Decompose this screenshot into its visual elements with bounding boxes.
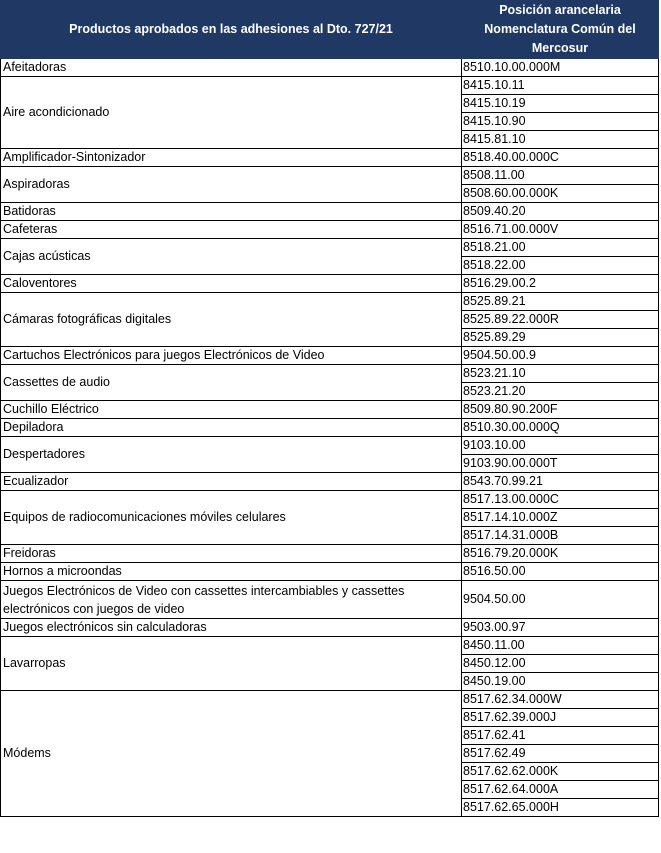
product-name-cell: Amplificador-Sintonizador <box>1 149 462 167</box>
table-row <box>1 473 659 491</box>
product-name-cell: Cajas acústicas <box>1 239 462 275</box>
product-name-cell: Equipos de radiocomunicaciones móviles celulares <box>1 491 462 545</box>
tariff-code-cell: 8517.62.34.000W <box>462 691 659 709</box>
table-row <box>1 563 659 581</box>
tariff-code-cell: 8517.62.49 <box>462 745 659 763</box>
table-row <box>1 275 659 293</box>
tariff-code-cell: 8415.10.19 <box>462 95 659 113</box>
tariff-code-cell: 8525.89.22.000R <box>462 311 659 329</box>
product-name-cell: Cafeteras <box>1 221 462 239</box>
tariff-code-cell: 8510.30.00.000Q <box>462 419 659 437</box>
tariff-code-cell: 8517.62.65.000H <box>462 799 659 817</box>
table-row <box>1 347 659 365</box>
table-row <box>1 637 659 655</box>
product-name-cell: Batidoras <box>1 203 462 221</box>
table-row <box>1 619 659 637</box>
tariff-code-cell: 8450.19.00 <box>462 673 659 691</box>
table-row <box>1 149 659 167</box>
tariff-code-cell: 8508.60.00.000K <box>462 185 659 203</box>
header-product: Productos aprobados en las adhesiones al Dto. 727/21 <box>1 1 462 59</box>
tariff-code-cell: 8518.21.00 <box>462 239 659 257</box>
tariff-code-cell: 8509.80.90.200F <box>462 401 659 419</box>
product-name-cell: Despertadores <box>1 437 462 473</box>
tariff-code-cell: 8517.13.00.000C <box>462 491 659 509</box>
tariff-code-cell: 8516.50.00 <box>462 563 659 581</box>
tariff-code-cell: 8517.62.41 <box>462 727 659 745</box>
tariff-code-cell: 9103.90.00.000T <box>462 455 659 473</box>
tariff-code-cell: 8517.62.39.000J <box>462 709 659 727</box>
product-name-cell: Aire acondicionado <box>1 77 462 149</box>
product-name-cell: Aspiradoras <box>1 167 462 203</box>
tariff-code-cell: 8516.71.00.000V <box>462 221 659 239</box>
tariff-code-cell: 8517.14.31.000B <box>462 527 659 545</box>
table-row <box>1 491 659 509</box>
table-row <box>1 77 659 95</box>
tariff-code-cell: 8523.21.10 <box>462 365 659 383</box>
tariff-code-cell: 8415.81.10 <box>462 131 659 149</box>
tariff-code-cell: 8543.70.99.21 <box>462 473 659 491</box>
table-row <box>1 545 659 563</box>
table-row <box>1 167 659 185</box>
table-row <box>1 239 659 257</box>
product-name-cell: Lavarropas <box>1 637 462 691</box>
tariff-code-cell: 8509.40.20 <box>462 203 659 221</box>
product-name-cell: Freidoras <box>1 545 462 563</box>
tariff-code-cell: 8523.21.20 <box>462 383 659 401</box>
table-row <box>1 401 659 419</box>
tariff-code-cell: 8508.11.00 <box>462 167 659 185</box>
product-name-cell: Juegos electrónicos sin calculadoras <box>1 619 462 637</box>
product-name-cell: Cassettes de audio <box>1 365 462 401</box>
table-row <box>1 221 659 239</box>
tariff-code-cell: 8415.10.11 <box>462 77 659 95</box>
tariff-code-cell: 8517.14.10.000Z <box>462 509 659 527</box>
tariff-code-cell: 8516.29.00.2 <box>462 275 659 293</box>
product-name-cell: Cámaras fotográficas digitales <box>1 293 462 347</box>
tariff-code-cell: 9504.50.00 <box>462 581 659 619</box>
product-name-cell: Afeitadoras <box>1 59 462 77</box>
product-name-cell: Caloventores <box>1 275 462 293</box>
table-row <box>1 419 659 437</box>
product-name-cell: Cartuchos Electrónicos para juegos Electrónicos de Video <box>1 347 462 365</box>
table-row <box>1 437 659 455</box>
header-tariff-position: Posición arancelaria Nomenclatura Común del Mercosur <box>462 1 659 59</box>
header-row <box>1 1 659 59</box>
tariff-code-cell: 9503.00.97 <box>462 619 659 637</box>
table-row <box>1 59 659 77</box>
product-name-cell: Depiladora <box>1 419 462 437</box>
product-name-cell: Juegos Electrónicos de Video con cassettes intercambiables y cassettes electrónicos con juegos de video <box>1 581 462 619</box>
product-name-cell: Ecualizador <box>1 473 462 491</box>
tariff-code-cell: 8525.89.21 <box>462 293 659 311</box>
product-name-cell: Cuchillo Eléctrico <box>1 401 462 419</box>
table-row <box>1 581 659 619</box>
tariff-code-cell: 9504.50.00.9 <box>462 347 659 365</box>
tariff-code-cell: 8450.12.00 <box>462 655 659 673</box>
table-row <box>1 691 659 709</box>
product-name-cell: Módems <box>1 691 462 817</box>
tariff-code-cell: 8518.22.00 <box>462 257 659 275</box>
tariff-code-cell: 9103.10.00 <box>462 437 659 455</box>
tariff-code-cell: 8518.40.00.000C <box>462 149 659 167</box>
tariff-code-cell: 8415.10.90 <box>462 113 659 131</box>
table-body <box>1 59 659 817</box>
tariff-code-cell: 8516.79.20.000K <box>462 545 659 563</box>
table-row <box>1 203 659 221</box>
product-name-cell: Hornos a microondas <box>1 563 462 581</box>
tariff-code-cell: 8517.62.64.000A <box>462 781 659 799</box>
tariff-code-cell: 8450.11.00 <box>462 637 659 655</box>
tariff-code-cell: 8517.62.62.000K <box>462 763 659 781</box>
table-row <box>1 365 659 383</box>
table-row <box>1 293 659 311</box>
tariff-code-cell: 8525.89.29 <box>462 329 659 347</box>
tariff-code-cell: 8510.10.00.000M <box>462 59 659 77</box>
